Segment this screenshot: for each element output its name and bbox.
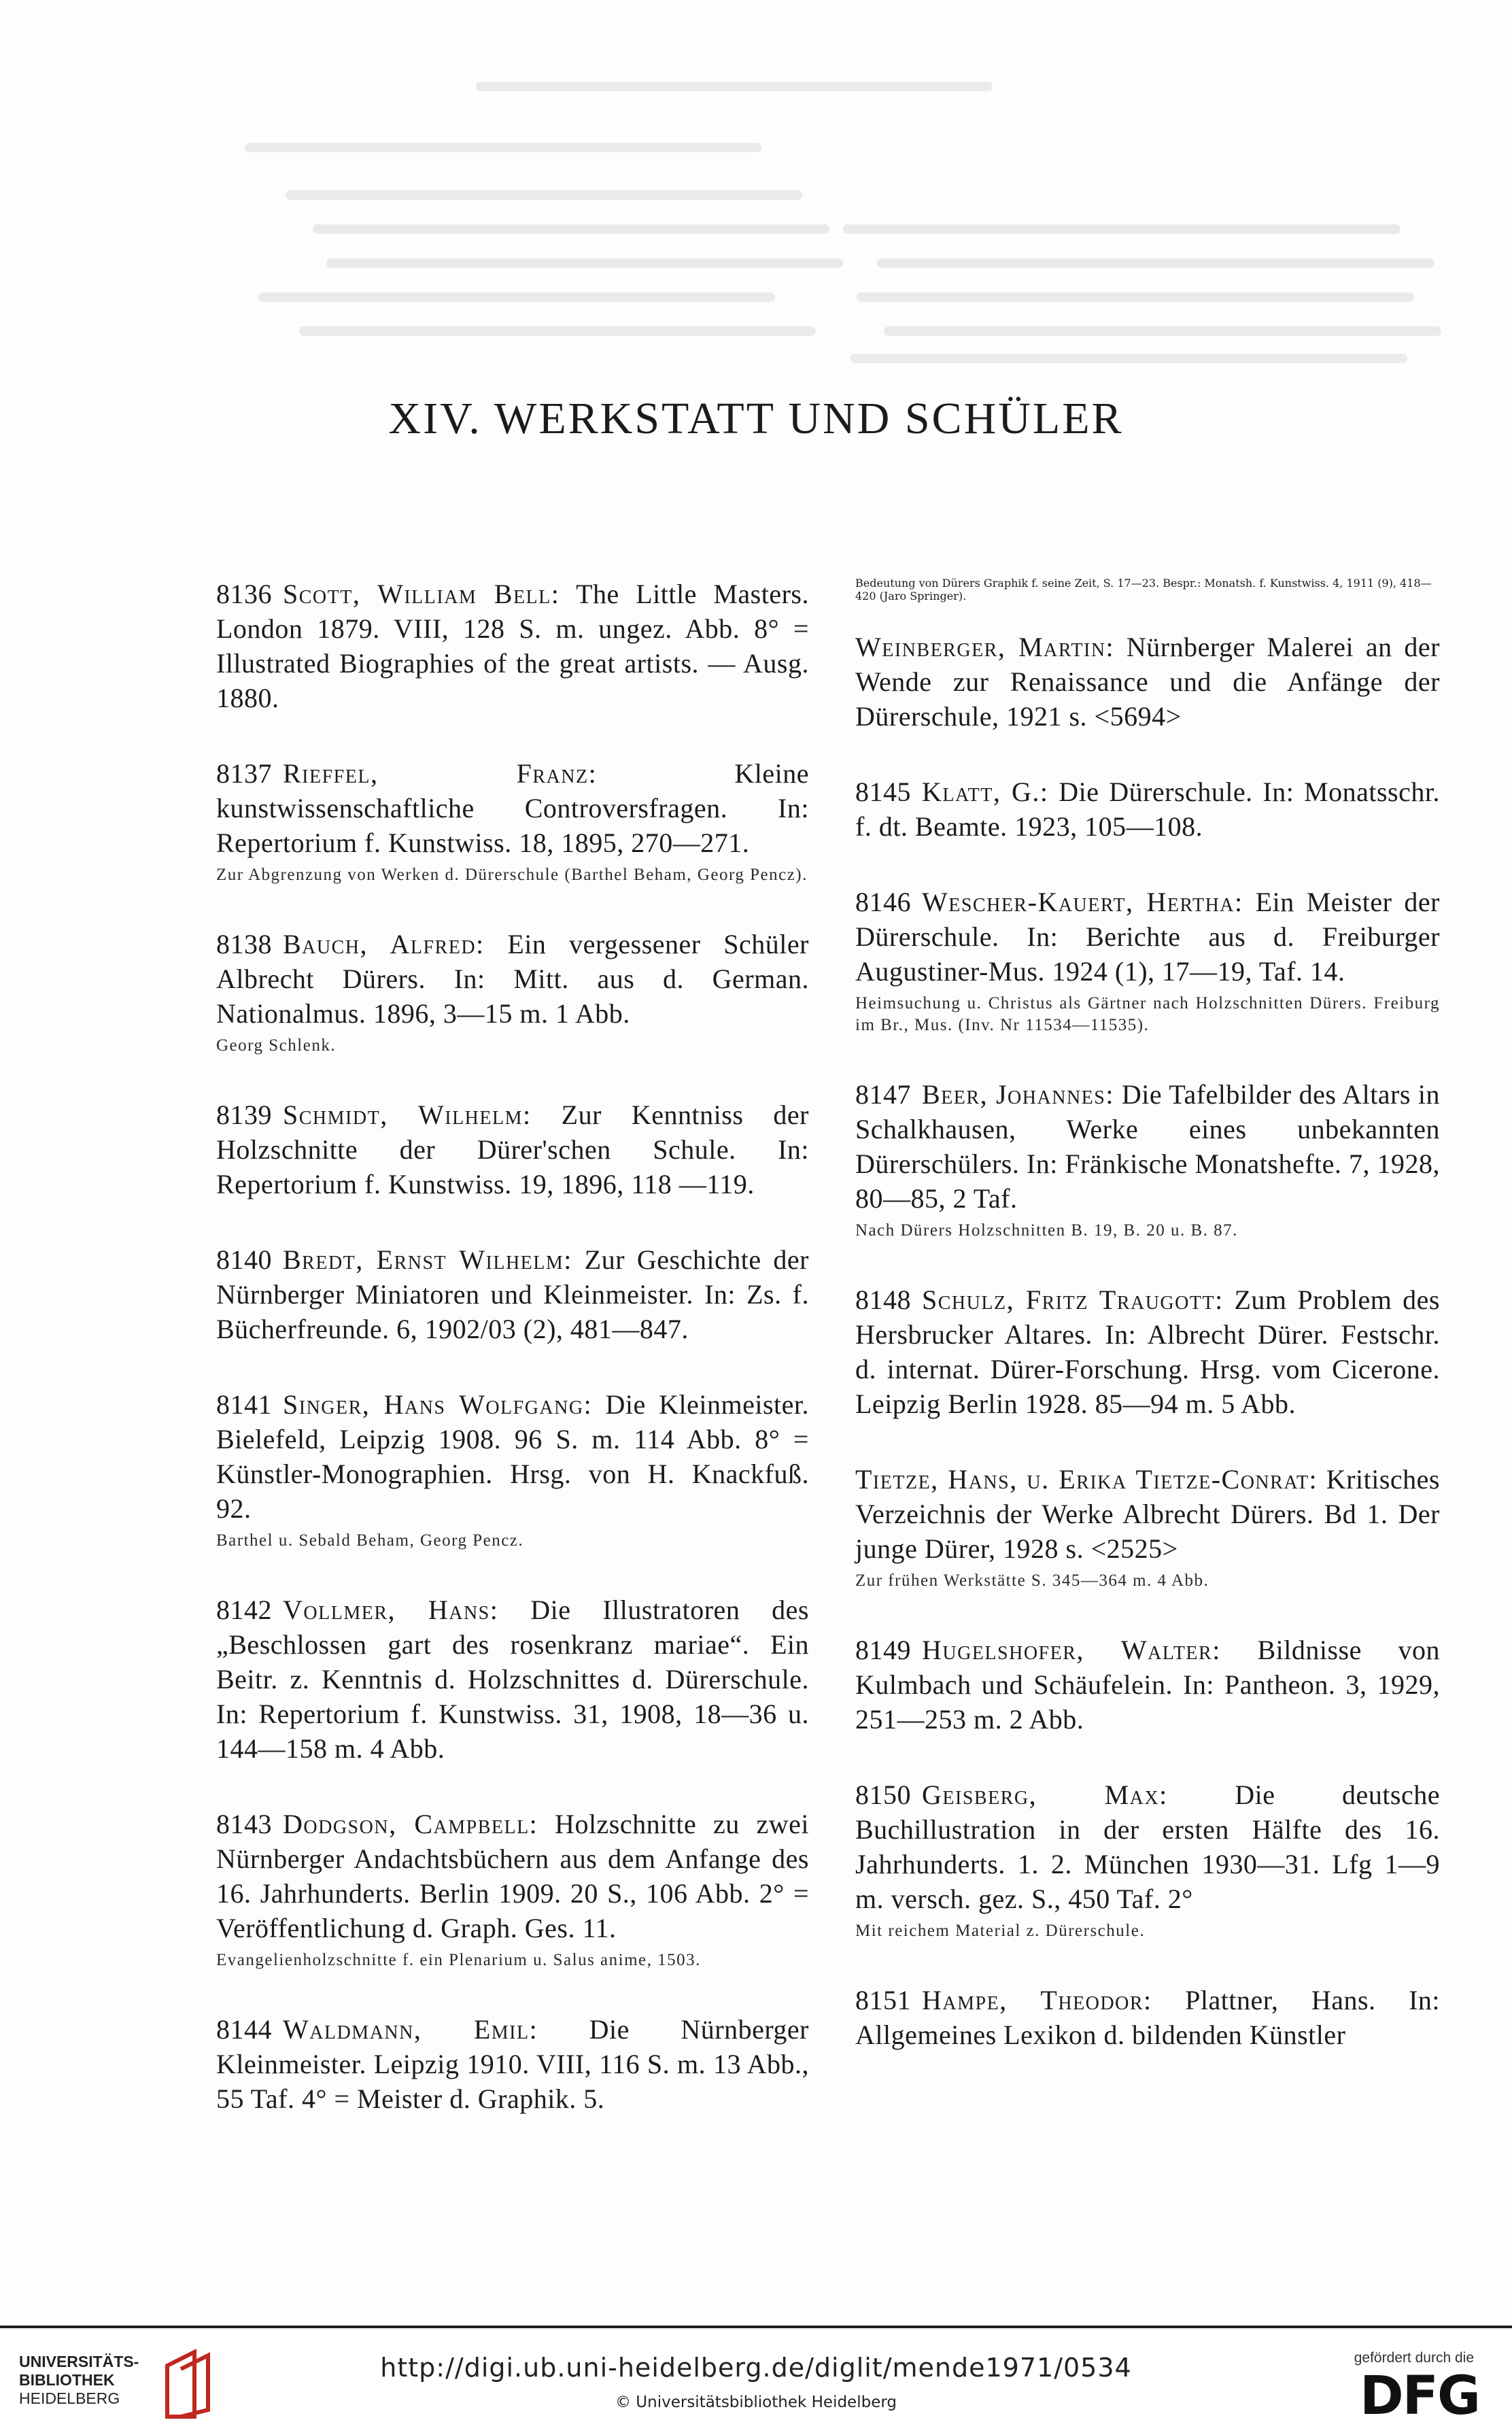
entry-number: 8137 (216, 758, 272, 789)
entry-number: 8151 (855, 1985, 911, 2015)
entry-citation (216, 1097, 809, 1202)
funding-label: gefördert durch die (1354, 2350, 1474, 2366)
entry-title: Holzschnitte zu zwei Nürnberger Andachtsbüchern aus dem Anfange des 16. Jahrhunderts. Berlin 1909. 20 S., 106 Abb. 2° = Veröffentlichung d. Graph. Ges. 11. (216, 1809, 809, 1943)
entry-author: Bredt, Ernst Wilhelm: (283, 1244, 572, 1275)
library-name-line3: HEIDELBERG (19, 2389, 120, 2407)
entry-annotation: Evangelienholzschnitte f. ein Plenarium u. Salus anime, 1503. (216, 1951, 701, 1969)
entry-annotation: Nach Dürers Holzschnitten B. 19, B. 20 u. B. 87. (855, 1221, 1238, 1240)
bibliography-entry (216, 2012, 809, 2116)
entry-citation (855, 1462, 1440, 1566)
entry-annotation: Georg Schlenk. (216, 1036, 337, 1055)
bibliography-entry (855, 885, 1440, 1036)
entry-title: Zum Problem des Hersbrucker Altares. In: Albrecht Dürer. Festschr. d. internat. Dürer-Forschung. Hrsg. vom Cicerone. Leipzig Berlin 1928. 85—94 m. 5 Abb. (855, 1284, 1440, 1419)
entry-number: 8146 (855, 887, 911, 917)
entry-citation (855, 630, 1440, 734)
bibliography-entry (216, 1807, 809, 1971)
bibliography-entry (216, 927, 809, 1057)
entry-citation (216, 927, 809, 1031)
show-through-line (299, 326, 816, 336)
entry-title: Nürnberger Malerei an der Wende zur Renaissance und die Anfänge der Dürerschule, 1921 s. <5694> (855, 632, 1440, 732)
show-through-background (0, 0, 1512, 381)
bibliography-entry (855, 1077, 1440, 1242)
entry-citation (216, 756, 809, 860)
entry-title: Die deutsche Buchillustration in der ersten Hälfte des 16. Jahrhunderts. 1. 2. München 1930—31. Lfg 1—9 m. versch. gez. S., 450 Taf. 2° (855, 1780, 1441, 1914)
entry-citation (216, 1807, 809, 1945)
show-through-line (857, 292, 1414, 302)
entry-number: 8143 (216, 1809, 272, 1839)
entry-citation (855, 1633, 1440, 1737)
entry-author: Geisberg, Max: (922, 1780, 1168, 1810)
library-name-line1: UNIVERSITÄTS- (19, 2353, 139, 2370)
entry-author: Waldmann, Emil: (283, 2014, 538, 2045)
entry-title: Die Dürerschule. In: Monatsschr. f. dt. Beamte. 1923, 105—108. (855, 777, 1440, 842)
bibliography-entry (216, 1242, 809, 1346)
show-through-line (245, 143, 761, 152)
entry-citation (855, 885, 1440, 989)
entry-number: 8141 (216, 1389, 272, 1420)
entry-citation (216, 577, 809, 715)
entry-citation (216, 2012, 809, 2116)
bibliography-entry (855, 774, 1440, 844)
entry-citation (855, 1282, 1440, 1421)
entry-annotation: Zur frühen Werkstätte S. 345—364 m. 4 Abb. (855, 1571, 1209, 1590)
entry-annotation: Barthel u. Sebald Beham, Georg Pencz. (216, 1531, 524, 1550)
permalink-url[interactable]: http://digi.ub.uni-heidelberg.de/diglit/mende1971/0534 (380, 2353, 1132, 2383)
entry-citation (855, 774, 1440, 844)
entry-number: 8138 (216, 929, 272, 959)
entry-author: Tietze, Hans, u. Erika Tietze-Conrat: (855, 1464, 1318, 1495)
entry-author: Klatt, G.: (922, 777, 1049, 807)
entry-author: Wescher-Kauert, Hertha: (922, 887, 1243, 917)
bibliography-entry (216, 1593, 809, 1766)
entry-title: Die Illustratoren des „Beschlossen gart des rosenkranz mariae“. Ein Beitr. z. Kenntnis d. Holzschnittes d. Dürerschule. In: Repertorium f. Kunstwiss. 31, 1908, 18—36 u. 144—158 m. 4 Abb. (216, 1595, 809, 1764)
entry-citation (855, 1777, 1440, 1916)
entry-title: Die Kleinmeister. Bielefeld, Leipzig 1908. 96 S. m. 114 Abb. 8° = Künstler-Monographien. Hrsg. von H. Knackfuß. 92. (216, 1389, 809, 1524)
bibliography-entry (855, 1633, 1440, 1737)
show-through-line (326, 258, 843, 268)
show-through-line (877, 258, 1434, 268)
entry-annotation: Mit reichem Material z. Dürerschule. (855, 1922, 1146, 1940)
entry-annotation: Heimsuchung u. Christus als Gärtner nach Holzschnitten Dürers. Freiburg im Br., Mus. (Inv. Nr 11534—11535). (855, 994, 1440, 1034)
bibliography-entry (855, 630, 1440, 734)
entry-number: 8142 (216, 1595, 272, 1625)
show-through-line (313, 224, 829, 234)
show-through-line (850, 354, 1407, 363)
footer (0, 2326, 1512, 2435)
entry-number: 8139 (216, 1100, 272, 1130)
dfg-logo[interactable]: DFG (1359, 2366, 1479, 2427)
continued-note: Bedeutung von Dürers Graphik f. seine Zeit, S. 17—23. Bespr.: Monatsh. f. Kunstwiss. 4, 1911 (9), 418—420 (Jaro Springer). (855, 577, 1432, 602)
bibliography-entry (216, 1097, 809, 1202)
entry-title: Ein Meister der Dürerschule. In: Berichte aus d. Freiburger Augustiner-Mus. 1924 (1), 17—19, Taf. 14. (855, 887, 1440, 987)
entry-author: Weinberger, Martin: (855, 632, 1115, 662)
entry-author: Beer, Johannes: (922, 1079, 1114, 1110)
entry-citation (216, 1387, 809, 1526)
bibliography-entry (216, 1387, 809, 1552)
show-through-line (258, 292, 775, 302)
bibliography-entry (855, 1983, 1440, 2052)
entry-citation (216, 1242, 809, 1346)
entry-title: The Little Masters. London 1879. VIII, 128 S. m. ungez. Abb. 8° = Illustrated Biographies of the great artists. — Ausg. 1880. (216, 579, 809, 713)
entry-author: Rieffel, Franz: (283, 758, 598, 789)
entry-number: 8147 (855, 1079, 911, 1110)
entry-author: Singer, Hans Wolfgang: (283, 1389, 593, 1420)
copyright-notice: © Universitätsbibliothek Heidelberg (615, 2394, 897, 2411)
entry-number: 8148 (855, 1284, 911, 1315)
bibliography-entry (855, 1282, 1440, 1421)
show-through-line (884, 326, 1441, 336)
entry-author: Hampe, Theodor: (922, 1985, 1152, 2015)
entry-citation (855, 1983, 1440, 2052)
left-column (216, 577, 809, 2157)
entry-number: 8144 (216, 2014, 272, 2045)
page-title: XIV. WERKSTATT UND SCHÜLER (388, 394, 1124, 443)
entry-author: Hugelshofer, Walter: (922, 1635, 1221, 1665)
entry-citation (855, 1077, 1440, 1216)
entry-number: 8140 (216, 1244, 272, 1275)
bibliography-entry (216, 756, 809, 886)
entry-number: 8149 (855, 1635, 911, 1665)
entry-title: Ein vergessener Schüler Albrecht Dürers. In: Mitt. aus d. German. Nationalmus. 1896, 3—15 m. 1 Abb. (216, 929, 809, 1029)
entry-author: Scott, William Bell: (283, 579, 560, 609)
entry-number: 8150 (855, 1780, 911, 1810)
show-through-line (286, 190, 802, 200)
footer-rule (0, 2326, 1512, 2328)
show-through-line (843, 224, 1401, 234)
entry-author: Schulz, Fritz Traugott: (922, 1284, 1224, 1315)
entry-title: Bildnisse von Kulmbach und Schäufelein. In: Pantheon. 3, 1929, 251—253 m. 2 Abb. (855, 1635, 1441, 1735)
entry-title: Kleine kunstwissenschaftliche Controversfragen. In: Repertorium f. Kunstwiss. 18, 1895, 270—271. (216, 758, 809, 858)
entry-citation (216, 1593, 809, 1766)
entry-title: Die Tafelbilder des Altars in Schalkhausen, Werke eines unbekannten Dürerschülers. In: Fränkische Monatshefte. 7, 1928, 80—85, 2 Taf. (855, 1079, 1440, 1214)
entry-title: Zur Geschichte der Nürnberger Miniatoren und Kleinmeister. In: Zs. f. Bücherfreunde. 6, 1902/03 (2), 481—847. (216, 1244, 809, 1344)
show-through-line (476, 82, 993, 91)
entry-author: Schmidt, Wilhelm: (283, 1100, 532, 1130)
entry-author: Dodgson, Campbell: (283, 1809, 538, 1839)
entry-author: Bauch, Alfred: (283, 929, 485, 959)
entry-author: Vollmer, Hans: (283, 1595, 499, 1625)
bibliography-entry (855, 1777, 1440, 1942)
library-name-line2: BIBLIOTHEK (19, 2371, 115, 2389)
entry-title: Plattner, Hans. In: Allgemeines Lexikon d. bildenden Künstler (855, 1985, 1440, 2050)
entry-number: 8145 (855, 777, 911, 807)
right-column (855, 577, 1440, 2093)
entry-annotation: Zur Abgrenzung von Werken d. Dürerschule (Barthel Beham, Georg Pencz). (216, 866, 808, 884)
entry-title: Die Nürnberger Kleinmeister. Leipzig 1910. VIII, 116 S. m. 13 Abb., 55 Taf. 4° = Meister d. Graphik. 5. (216, 2014, 809, 2114)
bibliography-entry (216, 577, 809, 715)
entry-number: 8136 (216, 579, 272, 609)
entry-title: Kritisches Verzeichnis der Werke Albrecht Dürers. Bd 1. Der junge Dürer, 1928 s. <2525> (855, 1464, 1440, 1564)
bibliography-entry (855, 1462, 1440, 1592)
entry-title: Zur Kenntniss der Holzschnitte der Dürer'schen Schule. In: Repertorium f. Kunstwiss. 19, 1896, 118 —119. (216, 1100, 809, 1199)
